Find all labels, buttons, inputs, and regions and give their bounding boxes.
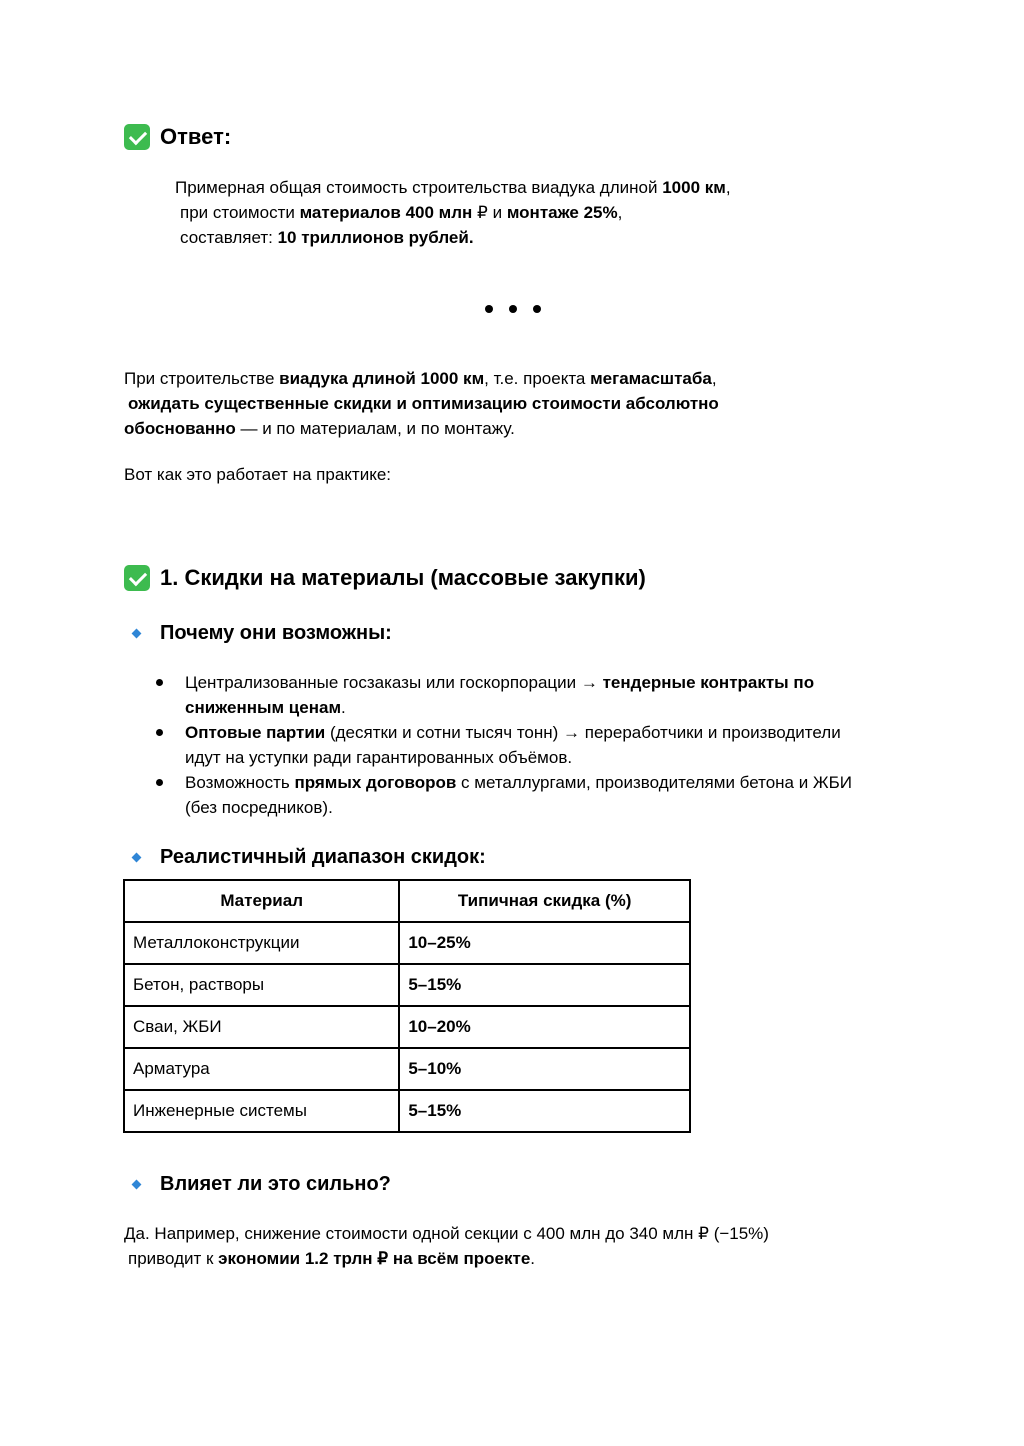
blue-diamond-icon [132, 853, 142, 863]
answer-line-2: при стоимости материалов 400 млн ₽ и монтаже 25%, [180, 203, 623, 222]
table-row [124, 922, 690, 964]
intro-line-2: ожидать существенные скидки и оптимизацию стоимости абсолютно [128, 394, 719, 413]
table-row [124, 1090, 690, 1132]
impact-line-2: приводит к экономии 1.2 трлн ₽ на всём проекте. [128, 1249, 536, 1268]
section1-heading-text: 1. Скидки на материалы (массовые закупки) [160, 565, 646, 590]
list-item: Оптовые партии (десятки и сотни тысяч тонн) → переработчики и производители идут на уступки ради гарантированных объёмов. [154, 720, 874, 770]
discount-cell: 10–20% [399, 1006, 690, 1048]
section1-heading [124, 565, 646, 591]
table-header-row [124, 880, 690, 922]
column-header-discount: Типичная скидка (%) [399, 880, 690, 922]
impact-paragraph [124, 1221, 884, 1271]
discount-cell: 5–10% [399, 1048, 690, 1090]
material-cell: Сваи, ЖБИ [124, 1006, 399, 1048]
separator-dots [485, 305, 541, 313]
why-heading [124, 622, 392, 645]
material-cell: Арматура [124, 1048, 399, 1090]
dot-icon [485, 305, 493, 313]
list-item: Централизованные госзаказы или госкорпорации → тендерные контракты по сниженным ценам. [154, 670, 874, 720]
intro-line-3: обоснованно — и по материалам, и по монтажу. [124, 419, 515, 438]
discount-cell: 10–25% [399, 922, 690, 964]
check-mark-icon [124, 565, 150, 591]
table-row [124, 1048, 690, 1090]
answer-line-1: Примерная общая стоимость строительства виадука длиной 1000 км, [175, 178, 731, 197]
intro-line-1: При строительстве виадука длиной 1000 км, т.е. проекта мегамасштаба, [124, 369, 717, 388]
impact-line-1: Да. Например, снижение стоимости одной секции с 400 млн до 340 млн ₽ (−15%) [124, 1224, 769, 1243]
column-header-material: Материал [124, 880, 399, 922]
reasons-list [154, 670, 874, 820]
material-cell: Инженерные системы [124, 1090, 399, 1132]
answer-heading [124, 124, 231, 150]
dot-icon [509, 305, 517, 313]
answer-paragraph [175, 175, 731, 250]
intro-paragraph [124, 366, 844, 441]
range-heading [124, 846, 486, 869]
discount-cell: 5–15% [399, 1090, 690, 1132]
list-item: Возможность прямых договоров с металлургами, производителями бетона и ЖБИ (без посредников). [154, 770, 874, 820]
impact-heading-text: Влияет ли это сильно? [160, 1173, 391, 1195]
answer-line-3: составляет: 10 триллионов рублей. [180, 228, 474, 247]
check-mark-icon [124, 124, 150, 150]
range-heading-text: Реалистичный диапазон скидок: [160, 846, 486, 868]
discount-cell: 5–15% [399, 964, 690, 1006]
blue-diamond-icon [132, 629, 142, 639]
impact-heading [124, 1173, 391, 1196]
dot-icon [533, 305, 541, 313]
table-row [124, 964, 690, 1006]
answer-heading-text: Ответ: [160, 124, 232, 149]
discount-table [123, 879, 691, 1133]
practice-text: Вот как это работает на практике: [124, 465, 392, 484]
material-cell: Металлоконструкции [124, 922, 399, 964]
why-heading-text: Почему они возможны: [160, 622, 392, 644]
table-row [124, 1006, 690, 1048]
discount-table-wrapper [123, 879, 691, 1133]
material-cell: Бетон, растворы [124, 964, 399, 1006]
blue-diamond-icon [132, 1180, 142, 1190]
